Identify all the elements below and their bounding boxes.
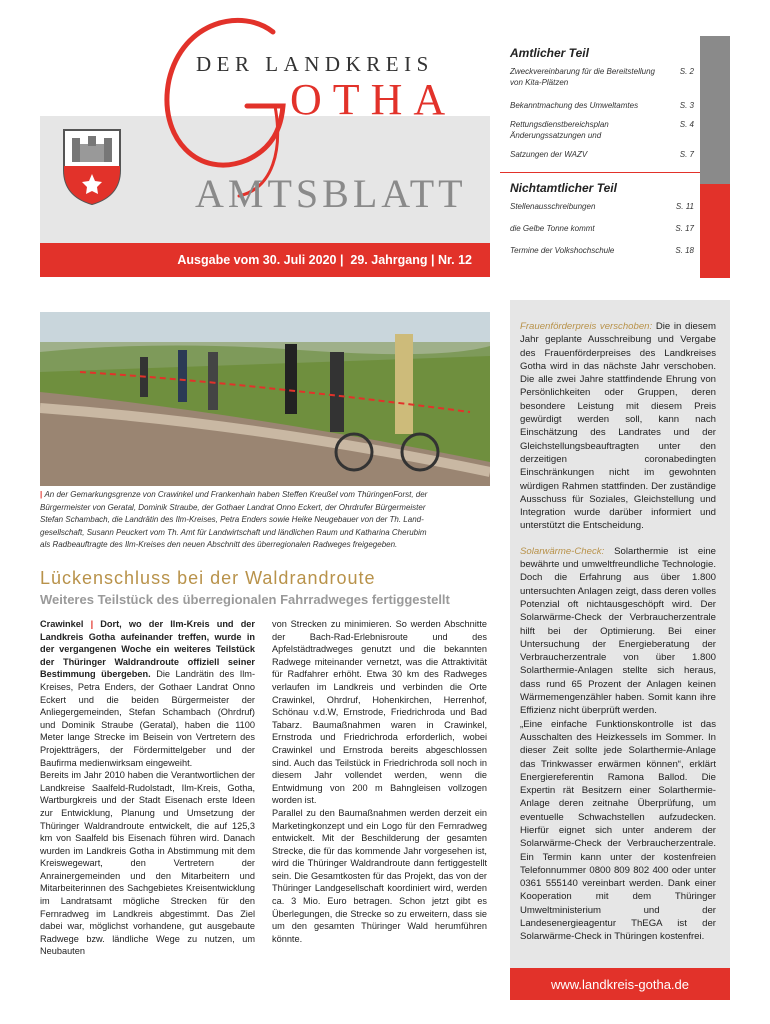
sidebar-item-frauenfoerderpreis: Frauenförderpreis verschoben: Die in diesem Jahr geplante Ausschreibung und Vergabe des Frauenförderpreises des Landkreises Gotha wird in das nächste Jahr verschoben. Die alle zwei Jahre stattfindende Ehrung von Persönlichkeiten oder Gruppen, deren besondere Leistung mit diesem Preis gewürdigt werden soll, kann nach Einschätzung des Landrates und der Gleichstellungsbeauftragten unter den derzeitigen coronabedingten Einschränkungen nicht im gewohnten würdigen Rahmen stattfinden. Der zuständige Ausschuss für Soziales, Gleichstellung und Integration wurde darüber informiert und unterstützt die Entscheidung. <box>520 321 716 532</box>
article-paragraph: von Strecken zu minimieren. So werden Abschnitte der Bach-Rad-Erlebnisroute und des Apfelstädtradweges genutzt und die bekannten Radwege miteinander vernetzt, was die Attraktivität für Radfahrer erhöht. Etwa 30 km des Radweges verlaufen im Landkreis und verbinden die Orte Crawinkel, Ohrdruf, Hohenkirchen, Herrenhof, Schönau v.d.W, Ernstrode, Friedrichroda und Bad Tabarz. Baumaßnahmen waren in Crawinkel, Ernstroda und Friedrichroda erforderlich, wobei Crawinkel und Ernstroda bereits abgeschlossen sind. Auch das Teilstück in Friedrichroda soll noch in diesem Jahr vollendet werden, wenn die Entwidmung von 200 m Bahngleisen vollzogen worden ist. <box>272 619 487 806</box>
article-column-1 <box>40 618 255 958</box>
toc-red-bar <box>700 184 730 278</box>
article-paragraph: Parallel zu den Baumaßnahmen werden derzeit ein Marketingkonzept und ein Logo für den Fernradweg entwickelt. Mit der Beschilderung der gesamten Strecke, die für das kommende Jahr vorgesehen ist, wird die Thüringer Waldrandroute dann fertiggestellt sein. Die Gesamtkosten für das Projekt, das von der Thüringer Landgesellschaft koordiniert wird, werden ca. 3 Mio. Euro betragen. Schon jetzt gibt es Überlegungen, die Strecke so zu erweitern, dass sie um den gesamten Thüringer Wald herumführen könnte. <box>272 807 487 944</box>
toc-item[interactable]: Zweckvereinbarung für die Bereitstellung von Kita-Plätzen S. 2 <box>510 67 694 87</box>
sidebar-text <box>520 320 716 944</box>
article-lead-paragraph: Crawinkel | Dort, wo der Ilm-Kreis und der Landkreis Gotha aufeinander treffen, wurde in der vergangenen Woche ein weiteres Teilstück der Thüringer Waldrandroute offiziell seiner Bestimmung übergeben. Die Landrätin des Ilm-Kreises, Petra Enders, der Gothaer Landrat Onno Eckert und die beiden Bürgermeister der Anliegergemeinden, Stefan Schambach (Ohrdruf) und Dominik Straube (Geratal), haben die 1100 Meter lange Strecke im Beisein von Vertretern des Projektträgers, der Fördermittelgeber und der Baufirma medienwirksam eingeweiht. <box>40 619 255 768</box>
masthead-der-landkreis: DER LANDKREIS <box>196 52 434 76</box>
toc-heading-amtlich: Amtlicher Teil <box>510 46 589 60</box>
toc-heading-nichtamtlich: Nichtamtlicher Teil <box>510 181 617 195</box>
website-url[interactable]: www.landkreis-gotha.de <box>550 976 690 992</box>
masthead <box>0 0 490 278</box>
table-of-contents <box>500 36 700 256</box>
masthead-amtsblatt: AMTSBLATT <box>195 171 467 216</box>
article-paragraph: Bereits im Jahr 2010 haben die Verantwortlichen der Landkreise Saalfeld-Rudolstadt, Ilm-Kreis, Gotha, Wartburgkreis und der Stadt Eisenach erste Ideen zur Entwicklung, Planung und Umsetzung der Thüringer Waldrandroute entwickelt, die auf 125,3 km von Saalfeld bis Eisenach führen wird. Danach wurden im Landkreis Gotha in Abstimmung mit dem Kreiswegewart, den Vertretern der Anrainergemeinden und den Mitarbeitern und Mitarbeiterinnen des Sachgebietes Kreisentwicklung im Landratsamt mögliche Strecken für den Fernradweg im Landkreis abgestimmt. Das Ziel dabei war, möglichst vorhandene, gut ausgebaute Radwege bzw. ländliche Wege zu nutzen, um Neubauten <box>40 770 255 957</box>
toc-item[interactable]: Rettungsdienstbereichsplan Änderungssatzungen und S. 4 <box>510 120 694 140</box>
toc-grey-bar <box>700 36 730 184</box>
toc-item[interactable]: Stellenausschreibungen S. 11 <box>510 202 694 211</box>
website-link[interactable] <box>510 968 730 1000</box>
article-column-2 <box>272 618 487 945</box>
sidebar-quote-paragraph: „Eine einfache Funktionskontrolle ist das Ausschalten des Heizkessels im Sommer. In dieser Zeit sollte jede Solarthermie-Anlage das Trinkwasser erwärmen können“, erklärt Energiereferentin Ramona Ballod. Die Expertin rät Besitzern einer Solarthermie-Anlage deren zeitnahe Überprüfung, um eventuelle Schwachstellen aufzudecken. Hierfür eignet sich unter anderem der Solarwärme-Check der Verbraucherzentrale. Ein Termin kann unter der kostenfreien Telefonnummer 0800 809 802 400 oder unter 0361 555140 vereinbart werden. Dank einer Kooperation mit dem Thüringer Umweltministerium und der Landesenergieagentur ThEGA ist der Solarwärme-Check in Thüringen kostenfrei. <box>520 718 716 943</box>
sidebar-item-solarwaerme: Solarwärme-Check: Solarthermie ist eine bewährte und umweltfreundliche Technologie. Doch die Erfahrung aus über 1.800 untersuchten Anlagen zeigt, dass deren volles Potenzial oft nichtausgeschöpft wird. Der Solarwärme-Check der Verbraucherzentrale hilft bei der Optimierung. Bei einer Untersuchung der Energieberatung der Verbraucherzentrale von über 1.800 Solarthermie-Anlagen stellte sich heraus, dass rund 65 Prozent der Anlagen keinen Wärmemengenzähler haben. Somit kann ihre Effizienz nicht überprüft werden. <box>520 545 716 717</box>
toc-item[interactable]: Termine der Volkshochschule S. 18 <box>510 246 694 255</box>
article-photo <box>40 312 490 486</box>
issue-info: Ausgabe vom 30. Juli 2020 | 29. Jahrgang | Nr. 12 <box>177 253 472 267</box>
masthead-gotha: OTHA <box>290 75 457 124</box>
toc-item[interactable]: Bekanntmachung des Umweltamtes S. 3 <box>510 101 694 110</box>
photo-caption: | An der Gemarkungsgrenze von Crawinkel und Frankenhain haben Steffen Kreußel vom ThüringenForst, der Bürgermeister von Geratal, Dominik Straube, der Gothaer Landrat Onno Eckert, der Ohrdrufer Bürgermeister Stefan Schambach, die Landrätin des Ilm-Kreises, Petra Enders sowie Heike Neugebauer von der Th. Land- gesellschaft, Susann Peuckert vom Th. Amt für Landwirtschaft und ländlichen Raum und Katharina Cherubim als Radbeauftragte des Ilm-Kreises den neuen Abschnitt des überregionalen Radweges freigegeben. <box>40 490 428 549</box>
article-subheadline: Weiteres Teilstück des überregionalen Fahrradweges fertiggestellt <box>40 592 450 607</box>
article-headline: Lückenschluss bei der Waldrandroute <box>40 568 376 588</box>
toc-item[interactable]: die Gelbe Tonne kommt S. 17 <box>510 224 694 233</box>
toc-divider <box>500 172 700 173</box>
issue-band <box>40 243 490 277</box>
caption-marker: | <box>40 490 45 499</box>
coat-of-arms-icon <box>60 126 124 206</box>
dateline: Crawinkel | <box>40 619 94 629</box>
toc-item[interactable]: Satzungen der WAZV S. 7 <box>510 150 694 159</box>
